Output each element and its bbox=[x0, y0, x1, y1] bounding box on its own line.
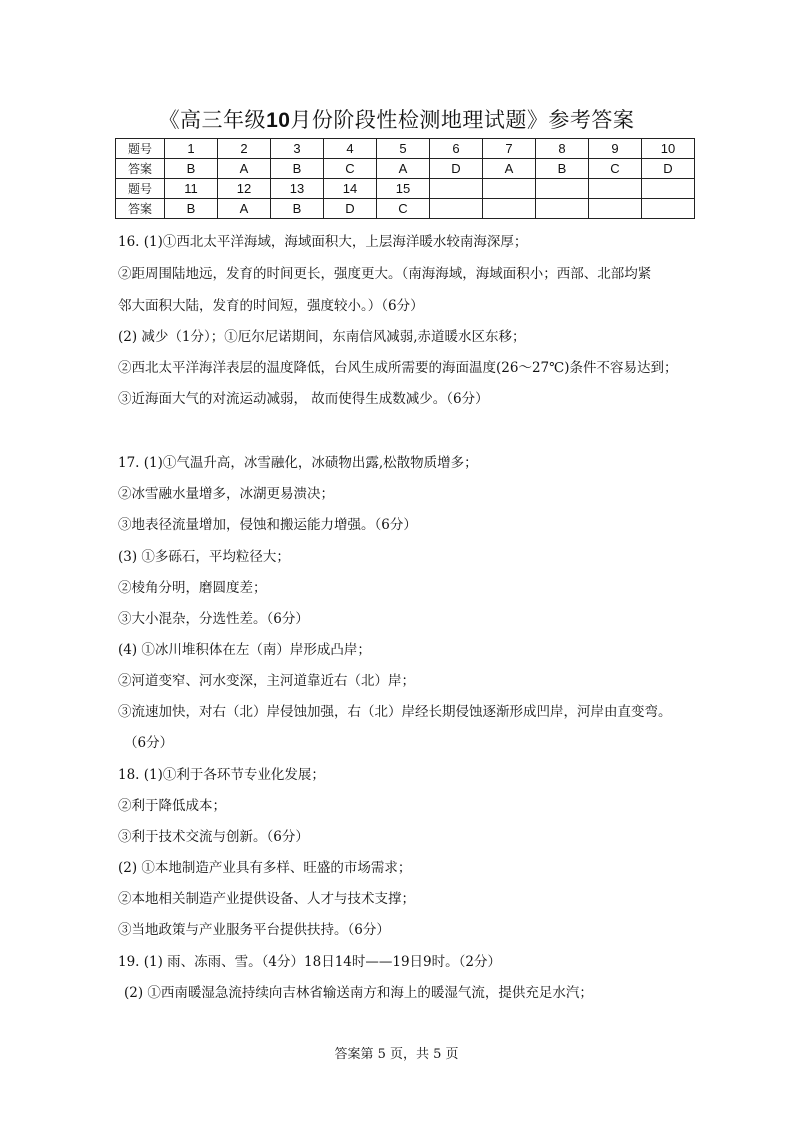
table-cell bbox=[483, 199, 536, 219]
table-cell: D bbox=[324, 199, 377, 219]
table-cell: 5 bbox=[377, 139, 430, 159]
answer-line-18-6: ③当地政策与产业服务平台提供扶持。（6分） bbox=[118, 922, 390, 938]
answer-line-19-2: (2) ①西南暖湿急流持续向吉林省输送南方和海上的暖湿气流，提供充足水汽； bbox=[124, 985, 593, 1001]
title-suffix: 月份阶段性检测地理试题》参考答案 bbox=[290, 108, 635, 132]
table-cell bbox=[430, 199, 483, 219]
answer-line-16-4: (2) 减少（1分）；①厄尔尼诺期间，东南信风减弱,赤道暖水区东移； bbox=[118, 329, 526, 345]
table-cell: 9 bbox=[589, 139, 642, 159]
answer-line-16-2: ②距周围陆地远，发育的时间更长，强度更大。（南海海域，海域面积小；西部、北部均紧 bbox=[118, 266, 652, 282]
table-cell: 11 bbox=[165, 179, 218, 199]
answer-line-19-1: 19. (1) 雨、冻雨、雪。（4分）18日14时——19日9时。（2分） bbox=[118, 954, 501, 970]
answer-line-16-6: ③近海面大气的对流运动减弱， 故而使得生成数减少。（6分） bbox=[118, 391, 489, 407]
answer-line-17-2: ②冰雪融水量增多，冰湖更易溃决； bbox=[118, 486, 334, 502]
title-prefix: 《高三年级 bbox=[158, 108, 267, 132]
answer-line-17-9: ③流速加快，对右（北）岸侵蚀加强，右（北）岸经长期侵蚀逐渐形成凹岸，河岸由直变弯。 bbox=[118, 704, 672, 720]
table-cell: 14 bbox=[324, 179, 377, 199]
table-cell: D bbox=[430, 159, 483, 179]
table-cell: B bbox=[165, 199, 218, 219]
table-cell bbox=[642, 179, 695, 199]
answer-line-18-2: ②利于降低成本； bbox=[118, 798, 226, 814]
title-number: 10 bbox=[266, 109, 291, 132]
answer-line-17-4: (3) ①多砾石，平均粒径大； bbox=[118, 549, 290, 565]
answer-table bbox=[115, 138, 695, 219]
answer-line-18-3: ③利于技术交流与创新。（6分） bbox=[118, 829, 309, 845]
table-cell: C bbox=[324, 159, 377, 179]
table-cell bbox=[536, 199, 589, 219]
answer-line-17-1: 17. (1)①气温升高，冰雪融化，冰碛物出露,松散物质增多； bbox=[118, 455, 478, 471]
table-row bbox=[116, 179, 695, 199]
answer-line-18-5: ②本地相关制造产业提供设备、人才与技术支撑； bbox=[118, 891, 415, 907]
table-cell bbox=[430, 179, 483, 199]
table-cell: 15 bbox=[377, 179, 430, 199]
row-label: 答案 bbox=[116, 159, 165, 179]
answer-line-17-3: ③地表径流量增加，侵蚀和搬运能力增强。（6分） bbox=[118, 517, 417, 533]
table-cell: 4 bbox=[324, 139, 377, 159]
answer-line-17-6: ③大小混杂，分选性差。（6分） bbox=[118, 611, 309, 627]
answer-line-18-1: 18. (1)①利于各环节专业化发展； bbox=[118, 767, 325, 783]
answer-line-17-7: (4) ①冰川堆积体在左（南）岸形成凸岸； bbox=[118, 642, 371, 658]
table-cell: B bbox=[536, 159, 589, 179]
table-cell: C bbox=[377, 199, 430, 219]
answer-line-17-5: ②棱角分明，磨圆度差； bbox=[118, 580, 267, 596]
answer-line-16-5: ②西北太平洋海洋表层的温度降低，台风生成所需要的海面温度(26～27℃)条件不容易达到； bbox=[118, 360, 678, 376]
table-row bbox=[116, 139, 695, 159]
table-cell: C bbox=[589, 159, 642, 179]
answer-line-18-4: (2) ①本地制造产业具有多样、旺盛的市场需求； bbox=[118, 860, 412, 876]
table-cell bbox=[589, 179, 642, 199]
table-cell: B bbox=[271, 159, 324, 179]
table-cell: 3 bbox=[271, 139, 324, 159]
answer-line-16-3: 邻大面积大陆，发育的时间短，强度较小。）（6分） bbox=[118, 298, 424, 314]
answer-line-17-8: ②河道变窄、河水变深，主河道靠近右（北）岸； bbox=[118, 673, 415, 689]
table-cell: 6 bbox=[430, 139, 483, 159]
table-row bbox=[116, 159, 695, 179]
table-cell bbox=[536, 179, 589, 199]
row-label: 题号 bbox=[116, 179, 165, 199]
table-cell: 13 bbox=[271, 179, 324, 199]
row-label: 题号 bbox=[116, 139, 165, 159]
table-cell: 1 bbox=[165, 139, 218, 159]
table-cell: 2 bbox=[218, 139, 271, 159]
table-cell bbox=[589, 199, 642, 219]
table-cell: A bbox=[483, 159, 536, 179]
table-cell bbox=[642, 199, 695, 219]
table-cell: A bbox=[218, 159, 271, 179]
page-title bbox=[0, 104, 793, 134]
table-cell: 10 bbox=[642, 139, 695, 159]
row-label: 答案 bbox=[116, 199, 165, 219]
table-cell: D bbox=[642, 159, 695, 179]
answer-line-16-1: 16. (1)①西北太平洋海域，海域面积大，上层海洋暖水较南海深厚； bbox=[118, 234, 528, 250]
table-cell: 8 bbox=[536, 139, 589, 159]
table-cell: B bbox=[271, 199, 324, 219]
table-cell: A bbox=[218, 199, 271, 219]
table-row bbox=[116, 199, 695, 219]
table-cell: B bbox=[165, 159, 218, 179]
page-footer: 答案第 5 页，共 5 页 bbox=[334, 1047, 459, 1062]
table-cell bbox=[483, 179, 536, 199]
answer-line-17-10: （6分） bbox=[124, 735, 174, 751]
table-cell: A bbox=[377, 159, 430, 179]
table-cell: 12 bbox=[218, 179, 271, 199]
table-cell: 7 bbox=[483, 139, 536, 159]
